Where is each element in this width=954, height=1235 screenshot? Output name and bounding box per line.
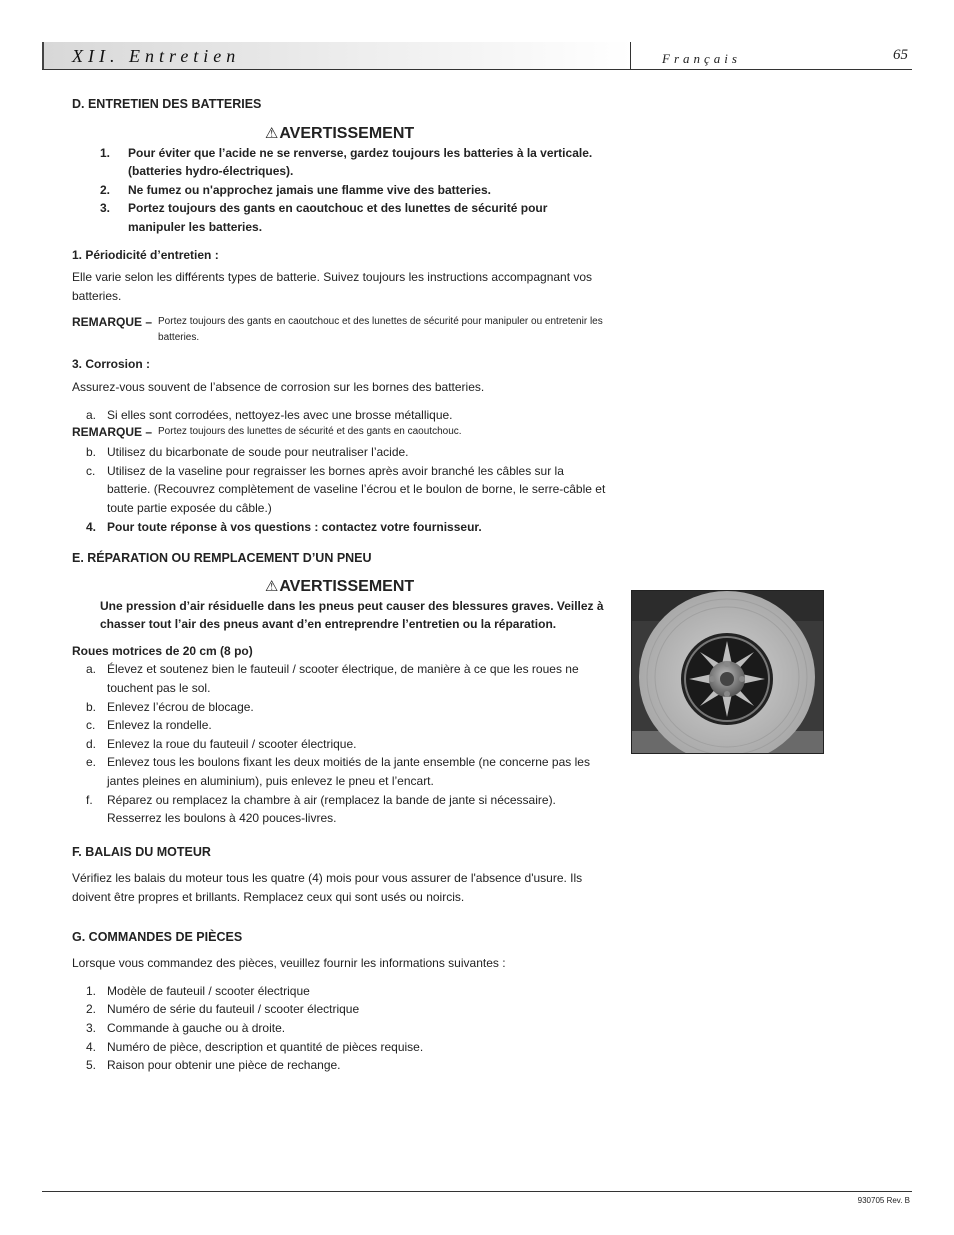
contact-item — [72, 518, 607, 537]
header-divider — [630, 42, 631, 70]
warning-heading: ⚠AVERTISSEMENT — [264, 124, 415, 142]
warning-list — [72, 144, 607, 237]
list-item: 4. Numéro de pièce, description et quantité de pièces requise. — [86, 1039, 424, 1054]
periodicity-text: Elle varie selon les différents types de batterie. Suivez toujours les instructions accompagnant vos batteries. — [72, 270, 593, 303]
header-rule — [42, 69, 912, 70]
section-g-title: G. COMMANDES DE PIÈCES — [72, 929, 243, 944]
list-item: 4. Pour toute réponse à vos questions : contactez votre fournisseur. — [86, 519, 482, 534]
page-header — [42, 42, 912, 71]
list-item: f. Réparez ou remplacez la chambre à air (remplacez la bande de jante si nécessaire). Resserrez les boulons à 420 pouces-livres. — [86, 792, 556, 826]
main-content — [72, 95, 607, 1075]
wheel-photo — [631, 590, 824, 754]
list-item: 3. Commande à gauche ou à droite. — [86, 1020, 286, 1035]
warning-icon: ⚠ — [264, 124, 279, 142]
section-d-title: D. ENTRETIEN DES BATTERIES — [72, 97, 262, 111]
list-item: b. Enlevez l’écrou de blocage. — [86, 699, 254, 714]
wheels-title: Roues motrices de 20 cm (8 po) — [72, 643, 253, 658]
list-item: 3. Portez toujours des gants en caoutchouc et des lunettes de sécurité pour manipuler les batteries. — [100, 201, 548, 234]
list-item: a. Élevez et soutenez bien le fauteuil / scooter électrique, de manière à ce que les roues ne touchent pas le sol. — [86, 662, 579, 696]
parts-info-list — [72, 982, 607, 1075]
footer-rule — [42, 1191, 912, 1192]
warning-icon: ⚠ — [264, 577, 279, 595]
motor-brushes-text: Vérifiez les balais du moteur tous les quatre (4) mois pour vous assurer de l'absence d'usure. Ils doivent être propres et brillants. Remplacez ceux qui sont usés ou noircis. — [72, 871, 583, 904]
list-item: e. Enlevez tous les boulons fixant les deux moitiés de la jante ensemble (ne concerne pas les jantes pleines en aluminium), puis enlevez le pneu et l’encart. — [86, 755, 590, 789]
section-e-title: E. RÉPARATION OU REMPLACEMENT D’UN PNEU — [72, 551, 372, 566]
periodicity-title: 1. Périodicité d’entretien : — [72, 247, 219, 262]
corrosion-list — [72, 443, 607, 517]
document-code: 930705 Rev. B — [857, 1196, 910, 1205]
wheel-photo-svg — [632, 591, 823, 753]
list-item: 5. Raison pour obtenir une pièce de rechange. — [86, 1058, 341, 1073]
remark-text: Portez toujours des lunettes de sécurité et des gants en caoutchouc. — [158, 426, 462, 438]
parts-intro: Lorsque vous commandez des pièces, veuillez fournir les informations suivantes : — [72, 956, 506, 971]
corrosion-title: 3. Corrosion : — [72, 357, 151, 372]
list-item: 1. Modèle de fauteuil / scooter électrique — [86, 983, 310, 998]
chapter-title: XII. Entretien — [72, 46, 241, 66]
list-item: d. Enlevez la roue du fauteuil / scooter électrique. — [86, 736, 357, 751]
tire-steps-list — [72, 660, 607, 827]
corrosion-list-a — [72, 406, 607, 425]
page-number: 65 — [893, 47, 908, 63]
list-item: b. Utilisez du bicarbonate de soude pour neutraliser l’acide. — [86, 445, 409, 460]
list-item: 1. Pour éviter que l’acide ne se renverse, gardez toujours les batteries à la verticale. (batteries hydro-électriques). — [100, 145, 593, 179]
corrosion-text: Assurez-vous souvent de l’absence de corrosion sur les bornes des batteries. — [72, 379, 485, 394]
remark-label: REMARQUE – — [72, 315, 153, 330]
list-item: 2. Numéro de série du fauteuil / scooter électrique — [86, 1002, 360, 1017]
list-item: c. Enlevez la rondelle. — [86, 718, 212, 733]
remark-label: REMARQUE – — [72, 425, 153, 440]
language-label: Français — [662, 51, 741, 66]
warning-heading: ⚠AVERTISSEMENT — [264, 577, 415, 595]
remark-text: Portez toujours des gants en caoutchouc et des lunettes de sécurité pour manipuler ou entretenir les batteries. — [158, 316, 603, 343]
remark-note — [72, 424, 607, 440]
section-f-title: F. BALAIS DU MOTEUR — [72, 844, 211, 859]
remark-note — [72, 314, 607, 345]
tire-warning-text: Une pression d’air résiduelle dans les pneus peut causer des blessures graves. Veillez à chasser tout l’air des pneus avant d’en entreprendre l’entretien ou la réparation. — [100, 598, 604, 632]
list-item: 2. Ne fumez ou n'approchez jamais une flamme vive des batteries. — [100, 182, 491, 197]
list-item: c. Utilisez de la vaseline pour regraisser les bornes après avoir branché les câbles sur la batterie. (Recouvrez complètement de vaseline l’écrou et le boulon de borne, le serre-câble et toute partie exposée du câble.) — [86, 463, 606, 515]
list-item: a. Si elles sont corrodées, nettoyez-les avec une brosse métallique. — [86, 407, 453, 422]
